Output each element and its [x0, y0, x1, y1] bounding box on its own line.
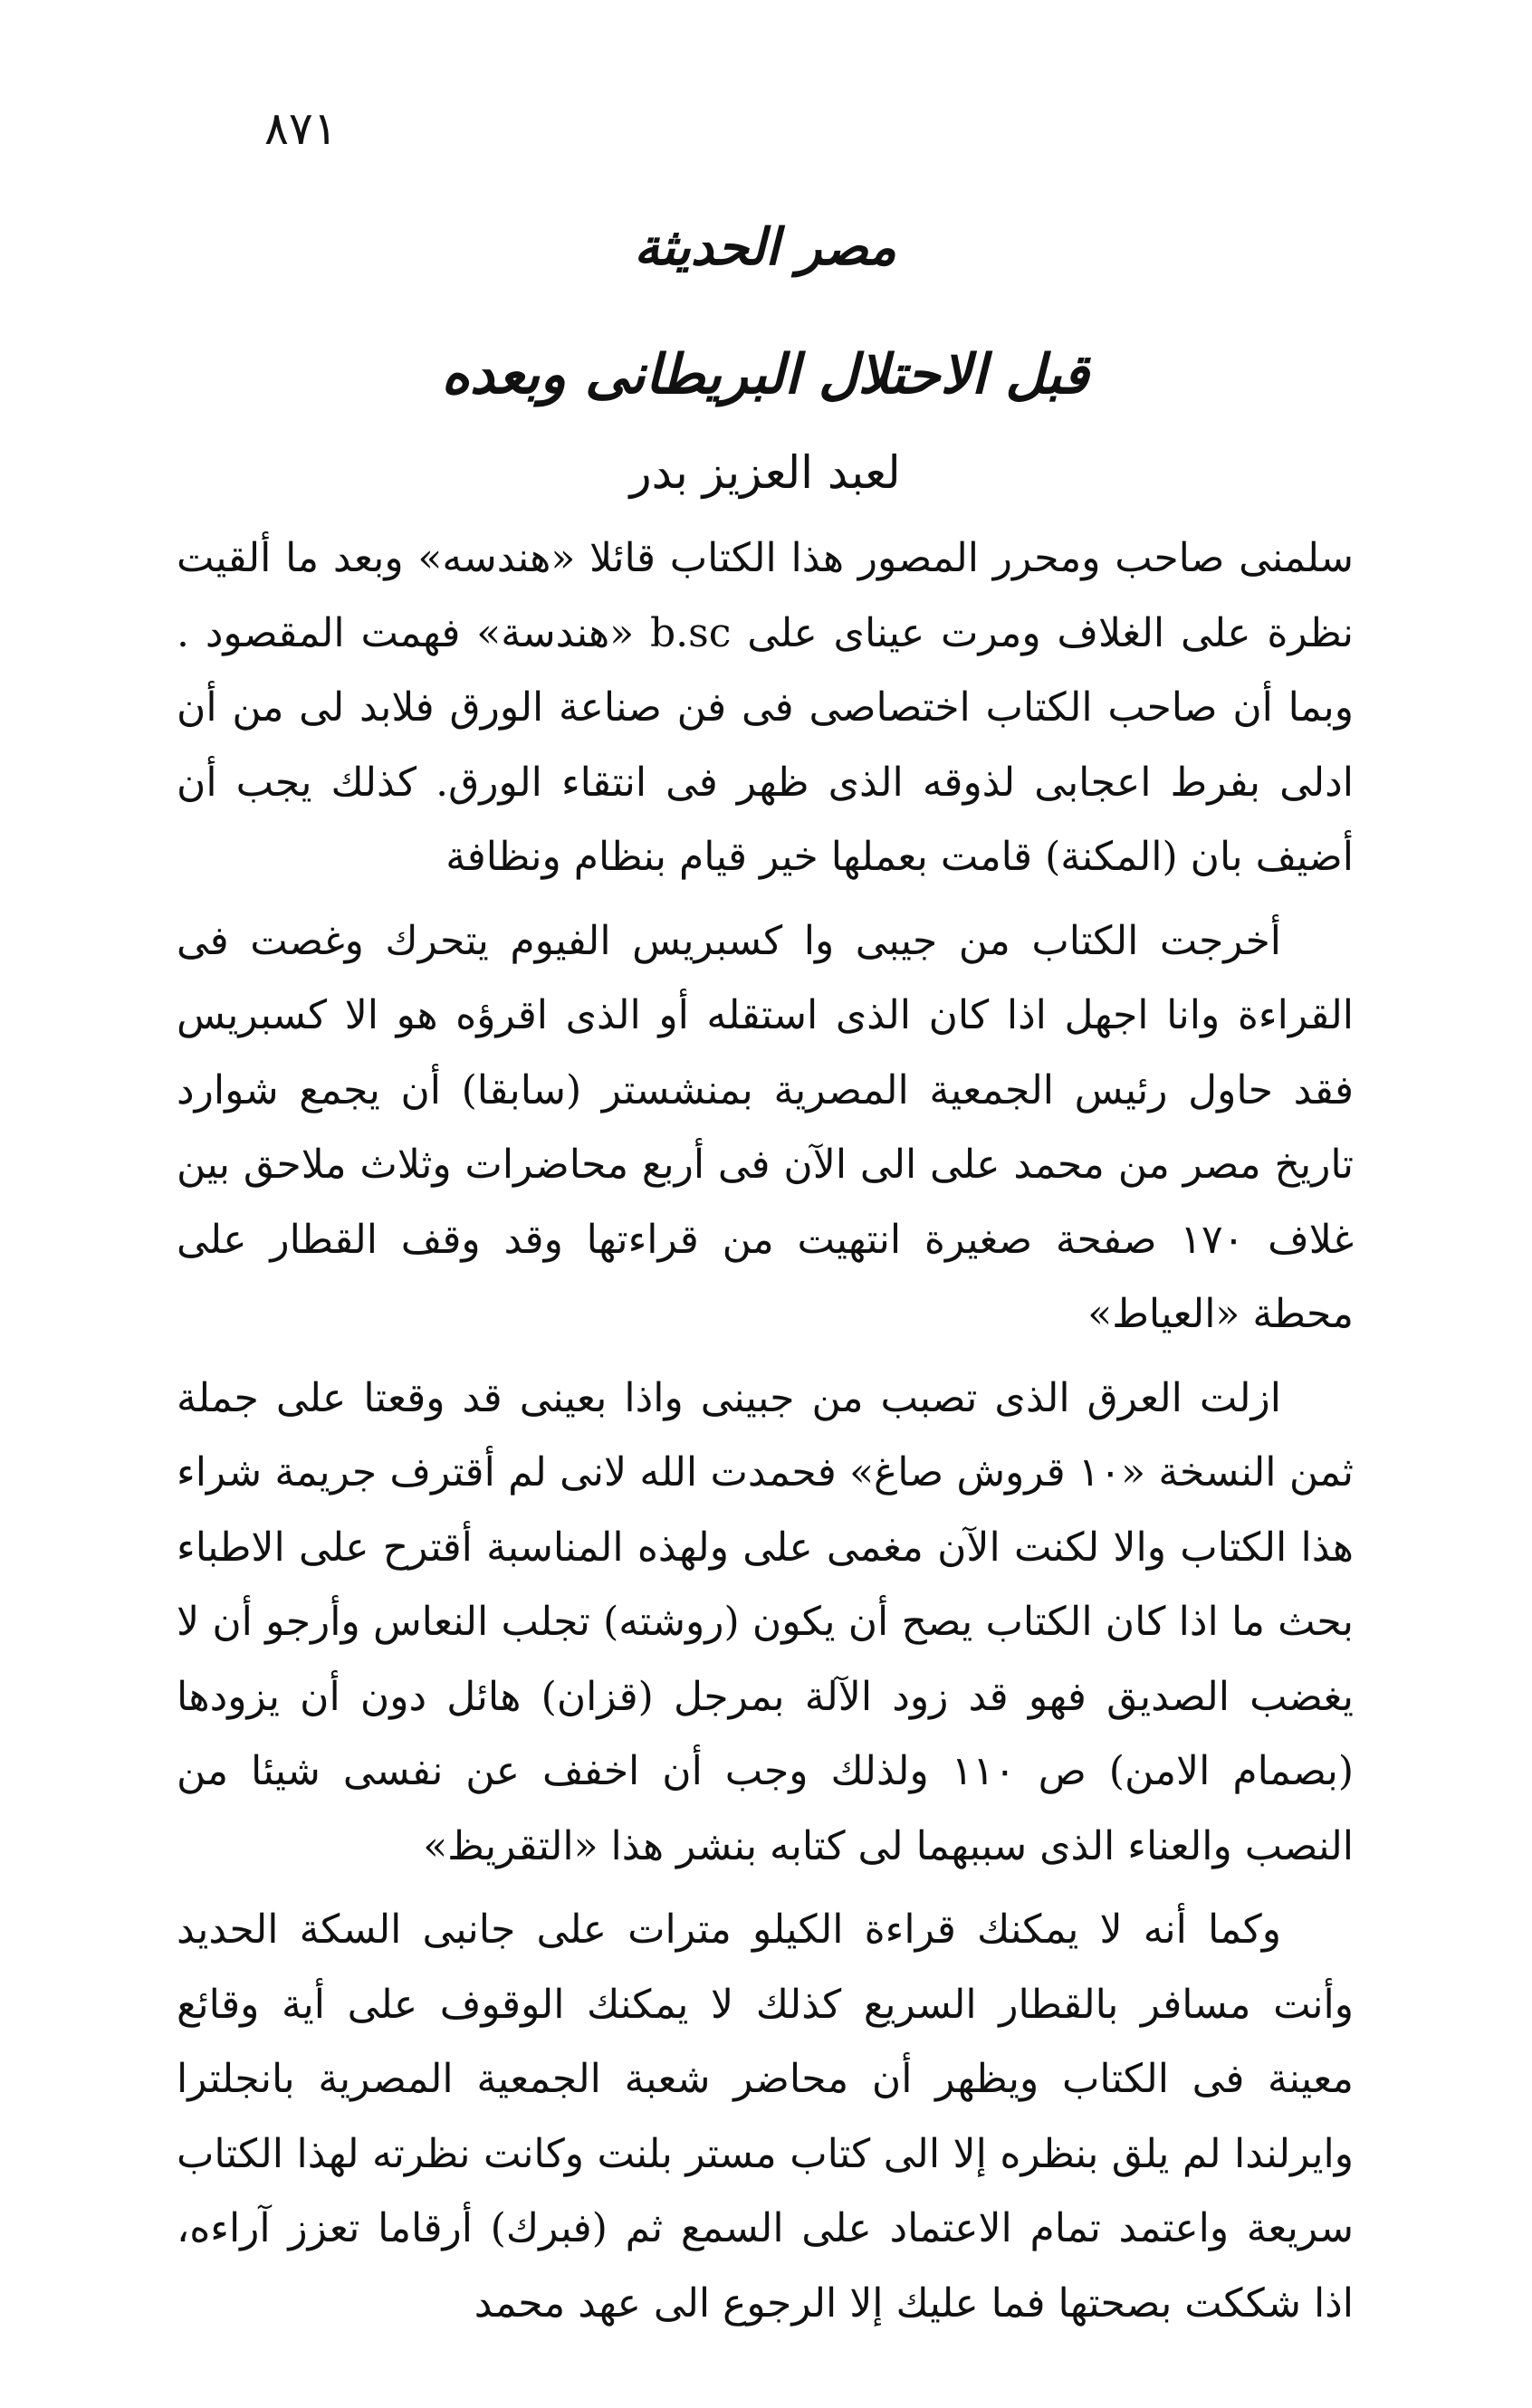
- journal-title: مصر الحديثة: [634, 217, 896, 277]
- paragraph-2: أخرجت الكتاب من جيبى وا كسبريس الفيوم يتحرك وغصت فى القراءة وانا اجهل اذا كان الذى استقله أو الذى اقرؤه هو الا كسبريس فقد حاول رئيس الجمعية المصرية بمنشستر (سابقا) أن يجمع شوارد تاريخ مصر من محمد على الى الآن فى أربع محاضرات وثلاث ملاحق بين غلاف ١٧٠ صفحة صغيرة انتهيت من قراءتها وقد وقف القطار على محطة «العياط»: [177, 917, 1354, 1337]
- paragraph-3: ازلت العرق الذى تصبب من جبينى واذا بعينى قد وقعتا على جملة ثمن النسخة «١٠ قروش صاغ» فحمدت الله لانى لم أقترف جريمة شراء هذا الكتاب والا لكنت الآن مغمى على ولهذه المناسبة أقترح على الاطباء بحث ما اذا كان الكتاب يصح أن يكون (روشته) تجلب النعاس وأرجو أن لا يغضب الصديق فهو قد زود الآلة بمرجل (قزان) هائل دون أن يزودها (بصمام الامن) ص ١١٠ ولذلك وجب أن اخفف عن نفسى شيئا من النصب والعناء الذى سببهما لى كتابه بنشر هذا «التقريظ»: [177, 1374, 1354, 1869]
- paragraph-4: وكما أنه لا يمكنك قراءة الكيلو مترات على جانبى السكة الحديد وأنت مسافر بالقطار السريع كذلك لا يمكنك الوقوف على أية وقائع معينة فى الكتاب ويظهر أن محاضر شعبة الجمعية المصرية بانجلترا وايرلندا لم يلق بنظره إلا الى كتاب مستر بلنت وكانت نظرته لهذا الكتاب سريعة واعتمد تمام الاعتماد على السمع ثم (فبرك) أرقاما تعزز آراءه، اذا شككت بصحتها فما عليك إلا الرجوع الى عهد محمد: [177, 1906, 1354, 2327]
- article-title: قبل الاحتلال البريطانى وبعده: [441, 343, 1089, 406]
- page-number: ٨٧١: [264, 102, 338, 155]
- author-name: لعبد العزيز بدر: [629, 446, 901, 499]
- article-body: [177, 521, 1354, 2341]
- paragraph-1: سلمنى صاحب ومحرر المصور هذا الكتاب قائلا «هندسه» وبعد ما ألقيت نظرة على الغلاف ومرت عيناى على b.sc «هندسة» فهمت المقصود . وبما أن صاحب الكتاب اختصاصى فى فن صناعة الورق فلابد لى من أن ادلى بفرط اعجابى لذوقه الذى ظهر فى انتقاء الورق. كذلك يجب أن أضيف بان (المكنة) قامت بعملها خير قيام بنظام ونظافة: [177, 535, 1354, 880]
